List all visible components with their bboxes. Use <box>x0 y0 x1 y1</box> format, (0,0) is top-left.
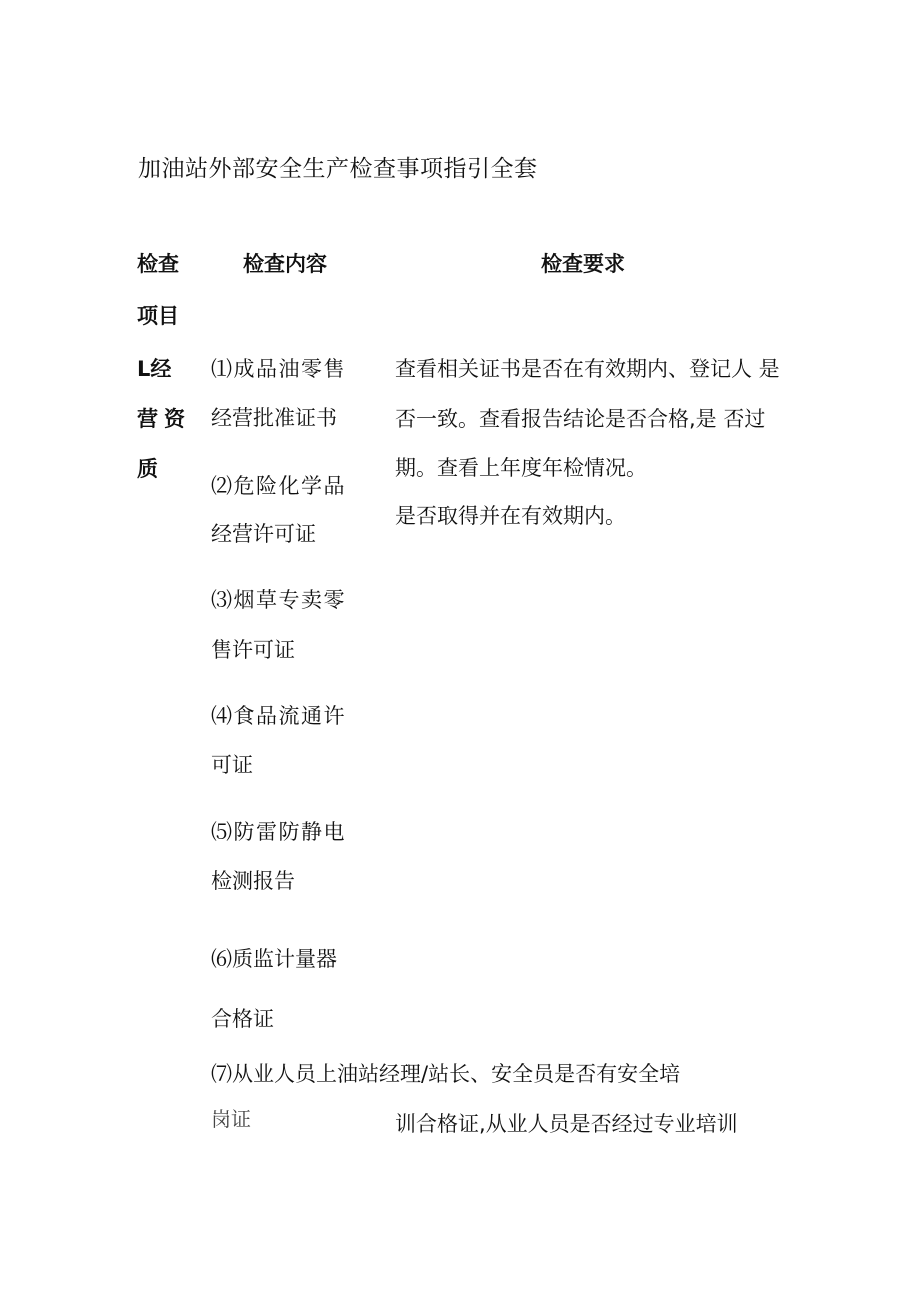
content-item-3-line1: ⑶烟草专卖零 <box>211 588 346 612</box>
requirement-line4: 是否取得并在有效期内。 <box>395 504 626 528</box>
section-label-line3: 质 <box>137 457 158 481</box>
header-requirement: 检查要求 <box>541 252 625 276</box>
requirement-line1: 查看相关证书是否在有效期内、登记人 是 <box>395 357 780 381</box>
content-item-2-line1: ⑵危险化学品 <box>211 474 346 498</box>
content-item-2-line2: 经营许可证 <box>211 522 316 546</box>
requirement-line2: 否一致。查看报告结论是否合格,是 否过 <box>395 407 766 431</box>
content-item-6-line2 <box>211 1003 274 1031</box>
content-item-6-line1: ⑹质监计量器 <box>211 947 337 971</box>
header-content: 检查内容 <box>243 252 327 276</box>
content-item-6-line2-text: 合格证 <box>211 1007 274 1031</box>
content-item-4-line2: 可证 <box>211 753 253 777</box>
content-item-5-line1: ⑸防雷防静电 <box>211 820 346 844</box>
header-item-line1: 检查 <box>137 252 179 276</box>
item7-right-line2: 训合格证,从业人员是否经过专业培训 <box>395 1112 738 1136</box>
section-label-line1: L经 <box>137 357 172 381</box>
header-item-line2 <box>137 300 179 328</box>
content-item-3-line2: 售许可证 <box>211 638 295 662</box>
section-label-line2: 营资 <box>137 407 191 431</box>
item7-line1: ⑺从业人员上油站经理/站长、安全员是否有安全培 <box>211 1062 681 1086</box>
content-item-1-line1: ⑴成品油零售 <box>211 357 346 381</box>
page-title: 加油站外部安全生产检查事项指引全套 <box>138 156 538 182</box>
content-item-5-line2: 检测报告 <box>211 869 295 893</box>
content-item-4-line1: ⑷食品流通许 <box>211 704 346 728</box>
header-item-line2-text: 项目 <box>137 304 179 328</box>
item7-left-line2: 岗证 <box>211 1107 251 1131</box>
content-item-1-line2: 经营批准证书 <box>211 406 337 430</box>
requirement-line3: 期。查看上年度年检情况。 <box>395 456 647 480</box>
